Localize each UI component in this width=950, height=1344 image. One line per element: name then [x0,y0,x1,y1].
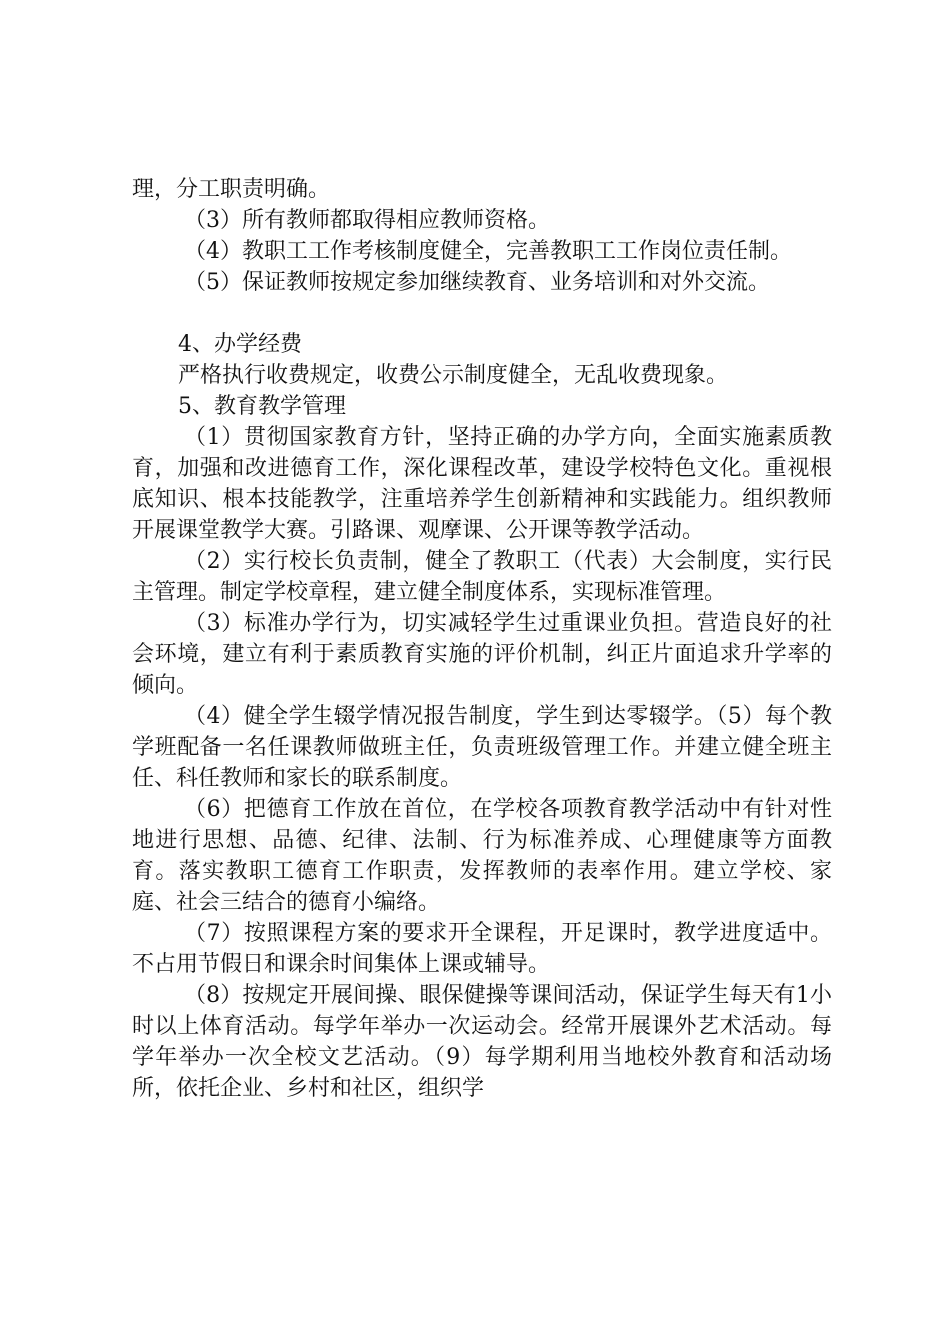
paragraph-item-4: （4）教职工工作考核制度健全，完善教职工工作岗位责任制。 [184,239,792,264]
paragraph-management-6: （6）把德育工作放在首位，在学校各项教育教学活动中有针对性地进行思想、品德、纪律、法制、行为标准养成、心理健康等方面教育。落实教职工德育工作职责，发挥教师的表率作用。建立学校、家庭、社会三结合的德育小编络。 [132,797,832,915]
paragraph-funding: 严格执行收费规定，收费公示制度健全，无乱收费现象。 [178,363,729,388]
paragraph-management-7: （7）按照课程方案的要求开全课程，开足课时，教学进度适中。不占用节假日和课余时间集体上课或辅导。 [132,921,832,977]
paragraph-management-4-5: （4）健全学生辍学情况报告制度，学生到达零辍学。（5）每个教学班配备一名任课教师做班主任，负责班级管理工作。并建立健全班主任、科任教师和家长的联系制度。 [132,704,832,791]
paragraph-item-3: （3）所有教师都取得相应教师资格。 [184,208,550,233]
paragraph-item-5: （5）保证教师按规定参加继续教育、业务培训和对外交流。 [184,270,770,295]
section-heading-teaching-management: 5、教育教学管理 [178,394,346,419]
paragraph-management-8-9: （8）按规定开展间操、眼保健操等课间活动，保证学生每天有1小时以上体育活动。每学年举办一次运动会。经常开展课外艺术活动。每学年举办一次全校文艺活动。（9）每学期利用当地校外教育和活动场所，依托企业、乡村和社区，组织学 [132,983,832,1101]
section-heading-funding: 4、办学经费 [178,332,302,357]
paragraph-continuation: 理，分工职责明确。 [132,177,331,202]
paragraph-management-1: （1）贯彻国家教育方针，坚持正确的办学方向，全面实施素质教育，加强和改进德育工作，深化课程改革，建设学校特色文化。重视根底知识、根本技能教学，注重培养学生创新精神和实践能力。组织教师开展课堂教学大赛。引路课、观摩课、公开课等教学活动。 [132,425,832,543]
paragraph-spacer [132,298,832,329]
paragraph-management-2: （2）实行校长负责制，健全了教职工（代表）大会制度，实行民主管理。制定学校章程，建立健全制度体系，实现标准管理。 [132,549,832,605]
paragraph-management-3: （3）标准办学行为，切实减轻学生过重课业负担。营造良好的社会环境，建立有利于素质教育实施的评价机制，纠正片面追求升学率的倾向。 [132,611,832,698]
document-body [132,174,832,1104]
